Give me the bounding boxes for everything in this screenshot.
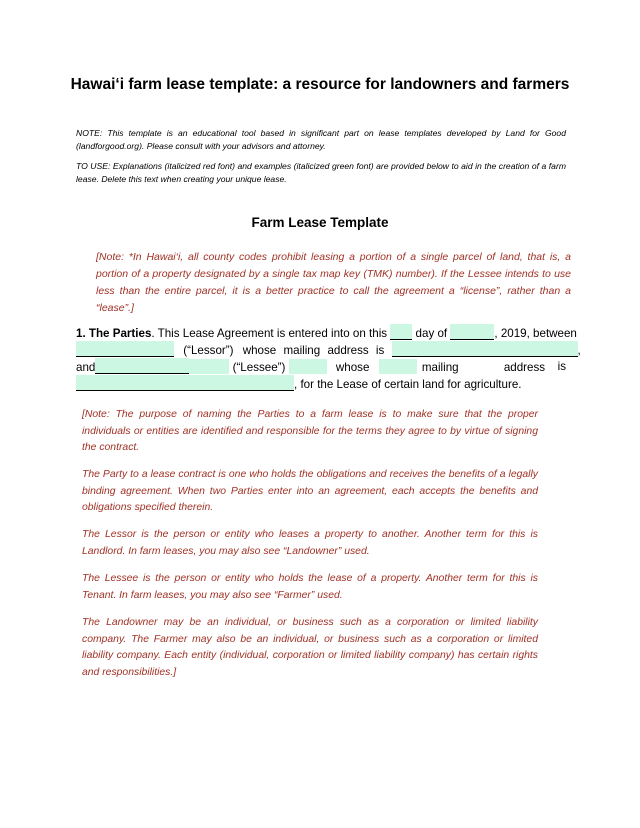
address-text-1: address <box>327 344 369 357</box>
lessee-gap-highlight-2[interactable] <box>379 359 417 374</box>
lessee-name-highlight[interactable] <box>189 359 229 374</box>
day-of-text: day of <box>415 327 448 340</box>
parties-line-4 <box>76 375 566 392</box>
parties-line-1 <box>76 324 577 341</box>
address-text-2: address <box>503 361 546 374</box>
mailing-text-1: mailing <box>283 344 321 357</box>
note-source: NOTE: This template is an educational tool based in significant part on lease templates developed by Land for Good (landforgood.org). Please consult with your advisors and attorney. <box>76 128 566 151</box>
day-field[interactable] <box>390 324 412 340</box>
lessor-name-field[interactable] <box>76 341 174 357</box>
mailing-text-2: mailing <box>421 361 459 374</box>
month-field[interactable] <box>450 324 494 340</box>
lessor-label: (“Lessor”) <box>183 344 234 357</box>
lessee-label: (“Lessee”) <box>232 361 286 374</box>
document-title: Hawai‘i farm lease template: a resource for landowners and farmers <box>70 76 570 93</box>
parties-end-text: , for the Lease of certain land for agriculture. <box>294 378 522 391</box>
county-note: [Note: *In Hawai‘i, all county codes prohibit leasing a portion of a single parcel of land, that is, a portion of a property designated by a single tax map key (TMK) number). If the Lessee intends to use less than the entire parcel, it is a better practice to call the agreement a “license”, rather than a “lease”.] <box>96 251 571 314</box>
note-usage: TO USE: Explanations (italicized red font) and examples (italicized green font) are provided below to aid in the creation of a farm lease. Delete this text when creating your unique lease. <box>76 161 566 184</box>
comma: , <box>577 344 581 357</box>
parties-text-1: . This Lease Agreement is entered into on this <box>151 327 388 340</box>
parties-line-2 <box>76 341 581 358</box>
and-text: and <box>76 361 96 374</box>
parties-paragraph <box>76 324 581 392</box>
lessee-gap-highlight[interactable] <box>289 359 327 374</box>
explanation-purpose: [Note: The purpose of naming the Parties to a farm lease is to make sure that the proper individuals or entities are identified and responsible for the terms they agree to by virtue of signing the contract. <box>82 409 538 453</box>
explanation-lessor: The Lessor is the person or entity who leases a property to another. Another term for this is Landlord. In farm leases, you may also see “Landowner” used. <box>82 529 538 557</box>
explanation-lessee: The Lessee is the person or entity who holds the lease of a property. Another term for this is Tenant. In farm leases, you may also see “Farmer” used. <box>82 573 538 601</box>
explanation-entities: The Landowner may be an individual, or business such as a corporation or limited liability company. The Farmer may also be an individual, or business such as a corporation or limited liability company. Each entity (individual, corporation or limited liability company) has certain rights and responsibilities.] <box>82 617 538 678</box>
is-text-1: is <box>375 344 385 357</box>
is-text-2: is <box>557 360 566 373</box>
lessee-address-field[interactable] <box>76 375 294 391</box>
lessor-address-field[interactable] <box>392 341 578 357</box>
section-title: Farm Lease Template <box>251 215 389 230</box>
parties-line-3 <box>76 358 566 375</box>
whose-text-1: whose <box>242 344 277 357</box>
whose-text-2: whose <box>335 361 370 374</box>
explanation-party: The Party to a lease contract is one who holds the obligations and receives the benefits of a legally binding agreement. When two Parties enter into an agreement, each accepts the benefits and obligations specified therein. <box>82 469 538 513</box>
parties-heading: 1. The Parties <box>76 327 152 340</box>
lessee-name-field[interactable] <box>95 358 189 374</box>
year-text: , 2019, between <box>494 327 577 340</box>
